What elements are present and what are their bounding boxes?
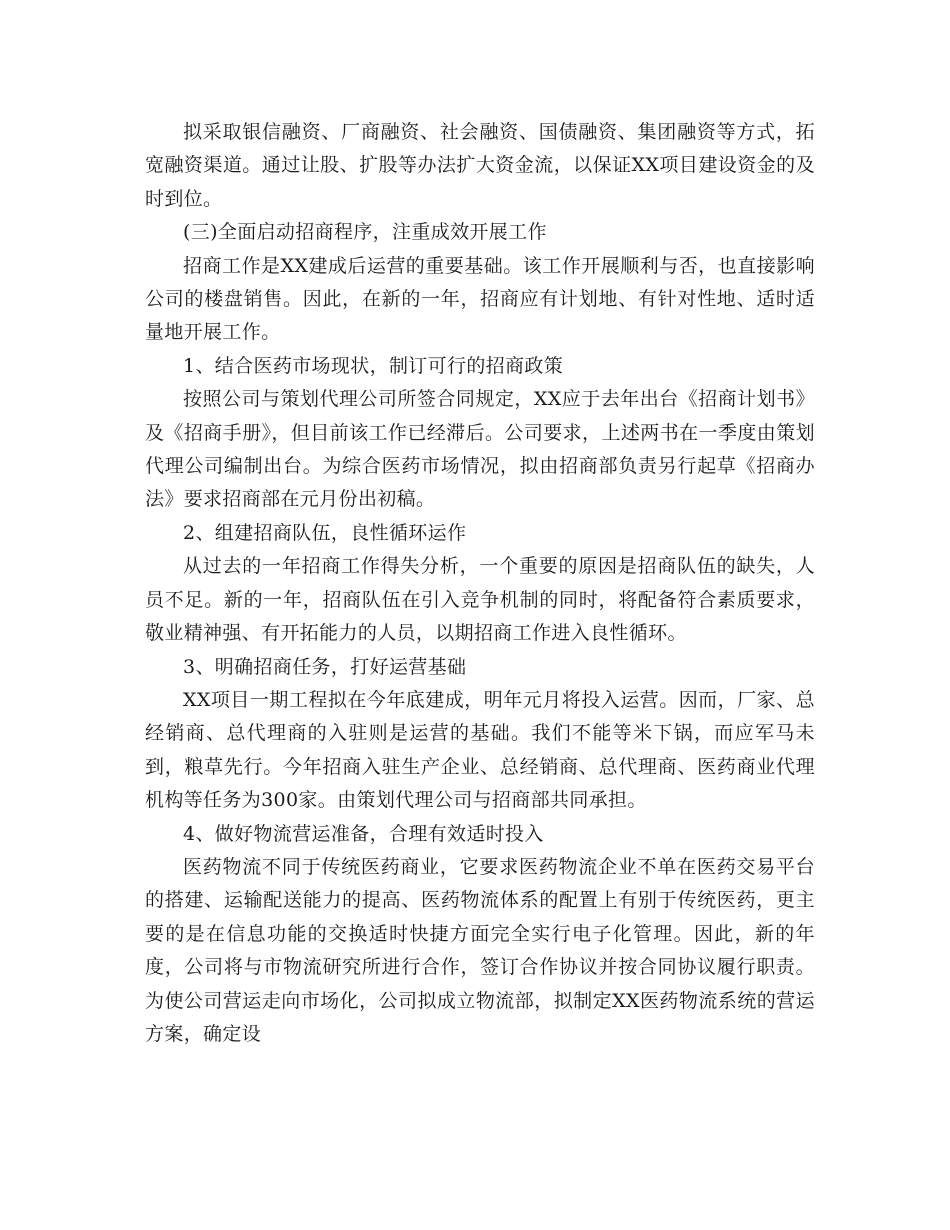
paragraph-item-4: 医药物流不同于传统医药商业，它要求医药物流企业不单在医药交易平台的搭建、运输配送能力的提高、医药物流体系的配置上有别于传统医药，更主要的是在信息功能的交换适时快捷方面完全实行电子化管理。因此，新的年度，公司将与市物流研究所进行合作，签订合作协议并按合同协议履行职责。为使公司营运走向市场化，公司拟成立物流部，拟制定XX医药物流系统的营运方案，确定设 <box>145 855 815 1045</box>
paragraph-item-3: XX项目一期工程拟在今年底建成，明年元月将投入运营。因而，厂家、总经销商、总代理商的入驻则是运营的基础。我们不能等米下锅，而应军马未到，粮草先行。今年招商入驻生产企业、总经销商、总代理商、医药商业代理机构等任务为300家。由策划代理公司与招商部共同承担。 <box>145 688 815 812</box>
heading-item-1: 1、结合医药市场现状，制订可行的招商政策 <box>183 354 564 377</box>
paragraph-item-2: 从过去的一年招商工作得失分析，一个重要的原因是招商队伍的缺失，人员不足。新的一年，招商队伍在引入竞争机制的同时，将配备符合素质要求，敬业精神强、有开拓能力的人员，以期招商工作进入良性循环。 <box>145 555 815 645</box>
heading-item-4: 4、做好物流营运准备，合理有效适时投入 <box>183 822 544 845</box>
paragraph-item-1: 按照公司与策划代理公司所签合同规定，XX应于去年出台《招商计划书》及《招商手册》，但目前该工作已经滞后。公司要求，上述两书在一季度由策划代理公司编制出台。为综合医药市场情况，拟由招商部负责另行起草《招商办法》要求招商部在元月份出初稿。 <box>145 388 815 511</box>
paragraph-financing: 拟采取银信融资、厂商融资、社会融资、国债融资、集团融资等方式，拓宽融资渠道。通过让股、扩股等办法扩大资金流，以保证XX项目建设资金的及时到位。 <box>145 121 815 210</box>
heading-item-2: 2、组建招商队伍，良性循环运作 <box>183 521 467 544</box>
document-body <box>145 116 815 1051</box>
heading-section-3: (三)全面启动招商程序，注重成效开展工作 <box>183 221 547 244</box>
paragraph-investment-intro: 招商工作是XX建成后运营的重要基础。该工作开展顺利与否，也直接影响公司的楼盘销售。因此，在新的一年，招商应有计划地、有针对性地、适时适量地开展工作。 <box>145 254 815 344</box>
heading-item-3: 3、明确招商任务，打好运营基础 <box>183 655 467 678</box>
